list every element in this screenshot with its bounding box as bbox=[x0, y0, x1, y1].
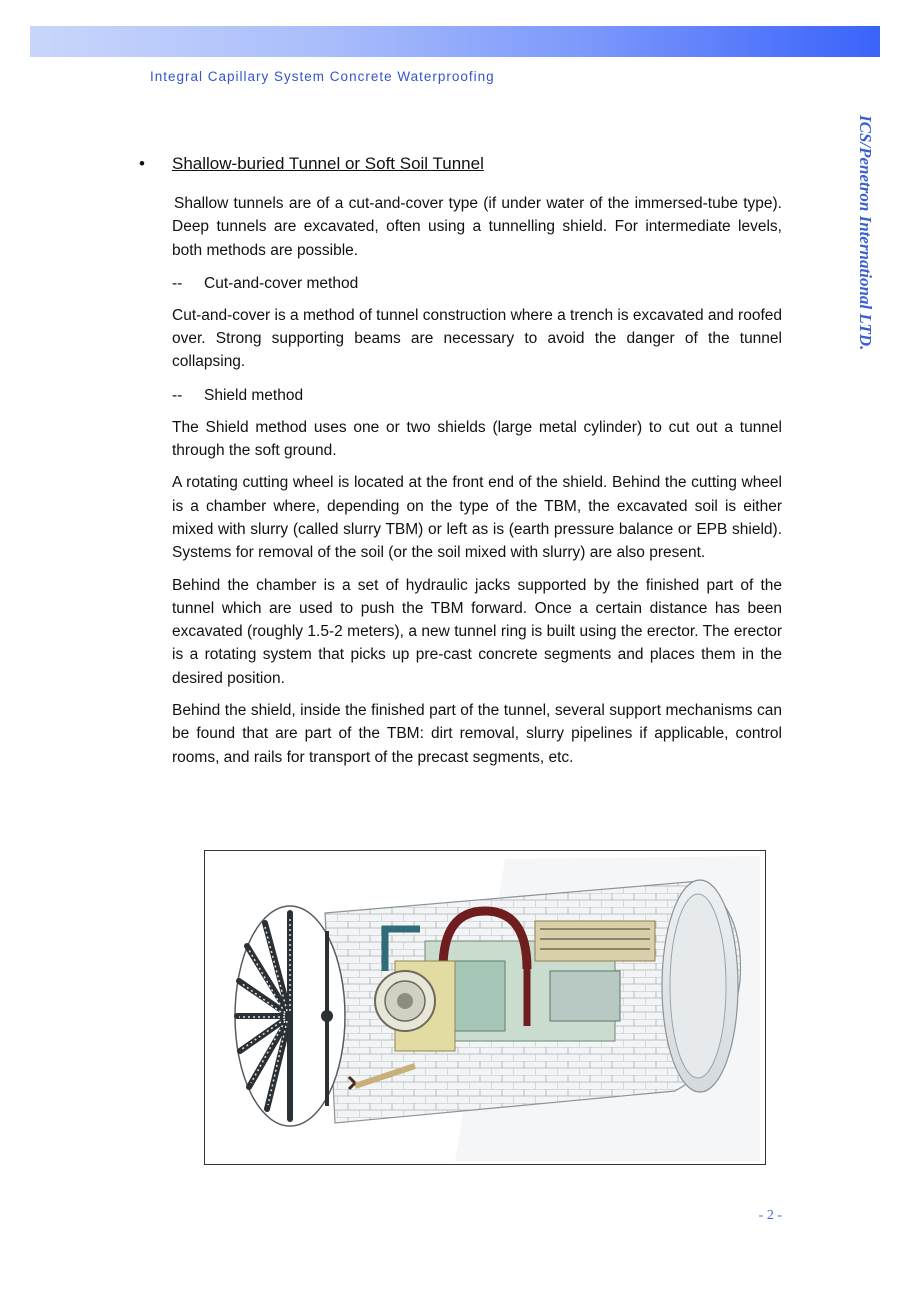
shield-paragraph-2: A rotating cutting wheel is located at the front end of the shield. Behind the cutting wheel is a chamber where, depending on the type of the TBM, the excavated soil is either mixed with slurry (called slurry TBM) or left as is (earth pressure balance or EPB shield). Systems for removal of the soil (or the soil mixed with slurry) are also present. bbox=[172, 474, 782, 562]
shield-paragraph-1: The Shield method uses one or two shields (large metal cylinder) to cut out a tunnel through the soft ground. bbox=[172, 418, 782, 460]
subsection-title: Shield method bbox=[204, 386, 304, 404]
page-content bbox=[139, 150, 783, 778]
subsection-heading-shield bbox=[172, 384, 782, 407]
side-brand-text: ICS/Penetron International LTD. bbox=[856, 115, 875, 351]
header-gradient-band bbox=[30, 26, 880, 57]
intro-paragraph: Shallow tunnels are of a cut-and-cover type (if under water of the immersed-tube type). Deep tunnels are excavated, often using a tunnelling shield. For intermediate levels, both methods are possible. bbox=[172, 195, 782, 259]
cut-and-cover-paragraph: Cut-and-cover is a method of tunnel construction where a trench is excavated and roofed over. Strong supporting beams are necessary to avoid the danger of the tunnel collapsing. bbox=[172, 306, 783, 371]
subsection-heading-cut-and-cover bbox=[172, 272, 782, 295]
page-number: - 2 - bbox=[758, 1208, 782, 1223]
shield-paragraph-4: Behind the shield, inside the finished part of the tunnel, several support mechanisms can be found that are part of the TBM: dirt removal, slurry pipelines if applicable, control rooms, and rails for transport of the precast segments, etc. bbox=[172, 702, 782, 766]
bullet-icon: • bbox=[139, 154, 145, 173]
dash-marker: -- bbox=[172, 274, 183, 292]
tbm-figure bbox=[204, 850, 766, 1165]
section-heading-text: Shallow-buried Tunnel or Soft Soil Tunnel bbox=[172, 154, 484, 173]
shield-paragraph-3: Behind the chamber is a set of hydraulic jacks supported by the finished part of the tunnel which are used to push the TBM forward. Once a certain distance has been excavated (roughly 1.5-2 meters), a new tunnel ring is built using the erector. The erector is a rotating system that picks up pre-cast concrete segments and places them in the desired position. bbox=[172, 576, 782, 687]
running-header-title: Integral Capillary System Concrete Waterproofing bbox=[150, 69, 495, 84]
dash-marker: -- bbox=[172, 386, 183, 404]
tunnel-boring-machine-illustration bbox=[205, 851, 765, 1164]
subsection-title: Cut-and-cover method bbox=[204, 274, 359, 292]
section-heading bbox=[139, 150, 782, 178]
